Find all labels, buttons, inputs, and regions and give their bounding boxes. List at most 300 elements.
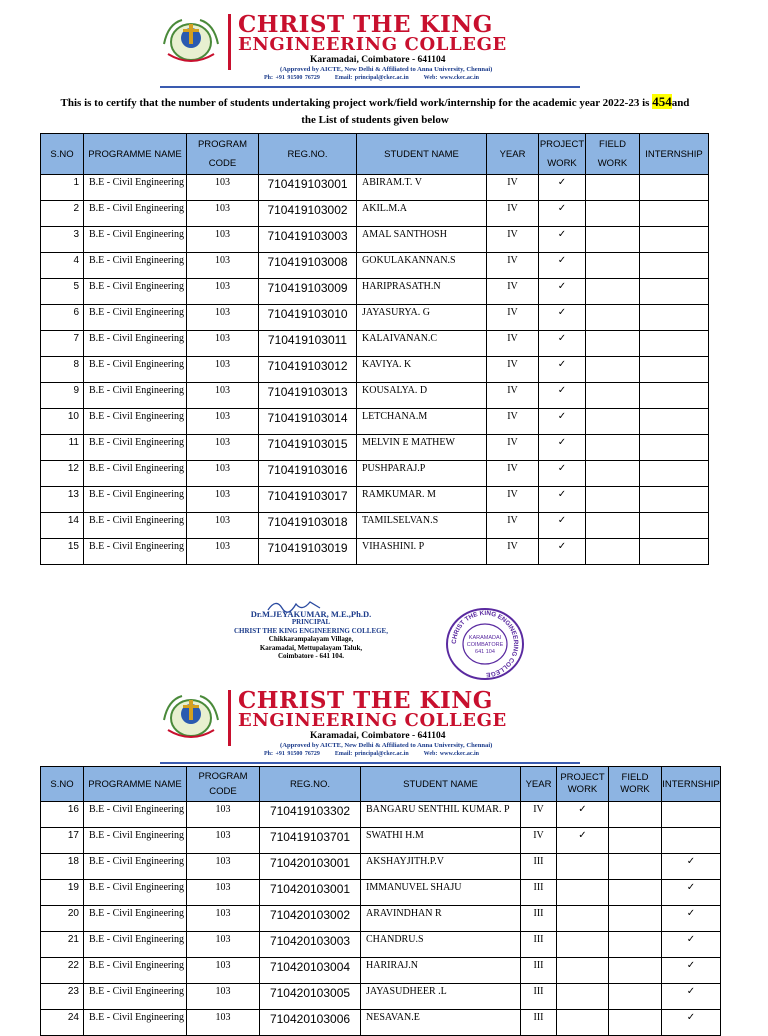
col-field-work: [609, 767, 662, 802]
cell-field-work: [586, 305, 640, 331]
cell-regno: 710419103701: [260, 828, 361, 854]
college-phone: Ph: +91 91500 76729: [264, 75, 320, 81]
cell-project-work: ✓: [539, 539, 586, 565]
cell-program-code: 103: [187, 279, 259, 305]
cell-field-work: [586, 461, 640, 487]
cell-internship: [640, 409, 709, 435]
cell-program-code: 103: [187, 305, 259, 331]
cell-year: III: [521, 958, 557, 984]
cell-programme: B.E - Civil Engineering: [84, 828, 187, 854]
cell-sno: 3: [41, 227, 84, 253]
table-row: [41, 880, 721, 906]
principal-signature-block: [226, 610, 396, 660]
cell-sno: 11: [41, 435, 84, 461]
cell-programme: B.E - Civil Engineering: [84, 880, 187, 906]
cell-regno: 710419103014: [259, 409, 357, 435]
cell-regno: 710419103003: [259, 227, 357, 253]
header-divider: [228, 690, 231, 746]
cell-program-code: 103: [187, 906, 260, 932]
cell-student-name: VIHASHINI. P: [357, 539, 487, 565]
cell-sno: 6: [41, 305, 84, 331]
certificate-line2: the List of students given below: [301, 114, 449, 126]
cell-internship: [640, 461, 709, 487]
college-location: Karamadai, Coimbatore - 641104: [310, 55, 446, 65]
cell-internship: [662, 828, 721, 854]
cell-year: IV: [521, 802, 557, 828]
cell-regno: 710419103018: [259, 513, 357, 539]
seal-line2: COIMBATORE: [466, 642, 504, 648]
table-row: [41, 357, 709, 383]
cell-program-code: 103: [187, 435, 259, 461]
college-name-line2: ENGINEERING COLLEGE: [238, 34, 507, 55]
college-name-line1: CHRIST THE KING: [238, 11, 493, 38]
college-header: [160, 11, 580, 81]
cell-program-code: 103: [187, 383, 259, 409]
col-program-code-l2: CODE: [208, 158, 237, 169]
cell-internship: ✓: [662, 880, 721, 906]
cell-project-work: [557, 906, 609, 932]
cell-program-code: 103: [187, 357, 259, 383]
certificate-text-after: and: [671, 97, 690, 109]
cell-project-work: [557, 854, 609, 880]
cell-program-code: 103: [187, 539, 259, 565]
cell-field-work: [609, 854, 662, 880]
cell-sno: 22: [41, 958, 84, 984]
cell-field-work: [586, 331, 640, 357]
cell-project-work: ✓: [539, 435, 586, 461]
cell-project-work: ✓: [539, 253, 586, 279]
col-field-l1: FIELD: [621, 772, 649, 783]
cell-year: III: [521, 880, 557, 906]
cell-sno: 15: [41, 539, 84, 565]
cell-program-code: 103: [187, 932, 260, 958]
cell-sno: 10: [41, 409, 84, 435]
table-row: [41, 487, 709, 513]
cell-program-code: 103: [187, 958, 260, 984]
table-row: [41, 435, 709, 461]
cell-field-work: [586, 357, 640, 383]
principal-org: CHRIST THE KING ENGINEERING COLLEGE,: [234, 626, 388, 635]
cell-programme: B.E - Civil Engineering: [84, 539, 187, 565]
cell-year: IV: [487, 331, 539, 357]
cell-program-code: 103: [187, 201, 259, 227]
table-row: [41, 383, 709, 409]
col-regno: REG.NO.: [259, 134, 357, 175]
table-header-row: [41, 767, 721, 802]
cell-programme: B.E - Civil Engineering: [84, 932, 187, 958]
col-project-l2: WORK: [567, 784, 598, 795]
cell-internship: ✓: [662, 984, 721, 1010]
cell-field-work: [609, 958, 662, 984]
cell-program-code: 103: [187, 984, 260, 1010]
col-internship: INTERNSHIP: [640, 134, 709, 175]
cell-sno: 24: [41, 1010, 84, 1036]
cell-field-work: [586, 201, 640, 227]
college-email: Email: principal@ckec.ac.in: [334, 75, 409, 81]
cell-sno: 13: [41, 487, 84, 513]
col-year: YEAR: [521, 767, 557, 802]
cell-project-work: ✓: [539, 201, 586, 227]
cell-student-name: HARIRAJ.N: [361, 958, 521, 984]
principal-name: Dr.M.JEYAKUMAR, M.E.,Ph.D.: [250, 609, 372, 619]
cell-student-name: PUSHPARAJ.P: [357, 461, 487, 487]
table-row: [41, 305, 709, 331]
cell-year: IV: [487, 305, 539, 331]
cell-field-work: [586, 435, 640, 461]
cell-student-name: TAMILSELVAN.S: [357, 513, 487, 539]
cell-project-work: ✓: [539, 227, 586, 253]
cell-student-name: NESAVAN.E: [361, 1010, 521, 1036]
cell-project-work: ✓: [539, 409, 586, 435]
cell-program-code: 103: [187, 880, 260, 906]
col-program-code-l1: PROGRAM: [197, 139, 248, 150]
signature-scribble-icon: [266, 596, 326, 616]
cell-student-name: ABIRAM.T. V: [357, 175, 487, 201]
header-divider: [228, 14, 231, 70]
cell-regno: 710420103001: [260, 880, 361, 906]
cell-project-work: [557, 880, 609, 906]
cell-project-work: ✓: [539, 513, 586, 539]
table-row: [41, 802, 721, 828]
cell-year: IV: [487, 435, 539, 461]
college-logo-icon: [162, 690, 220, 742]
col-student-name: STUDENT NAME: [361, 767, 521, 802]
cell-sno: 12: [41, 461, 84, 487]
college-approval: (Approved by AICTE, New Delhi & Affiliated to Anna University, Chennai): [280, 66, 493, 73]
cell-programme: B.E - Civil Engineering: [84, 227, 187, 253]
cell-year: IV: [487, 175, 539, 201]
cell-year: IV: [487, 253, 539, 279]
cell-student-name: LETCHANA.M: [357, 409, 487, 435]
college-logo-icon: [162, 14, 220, 66]
cell-internship: [640, 279, 709, 305]
cell-programme: B.E - Civil Engineering: [84, 487, 187, 513]
cell-internship: ✓: [662, 958, 721, 984]
cell-internship: ✓: [662, 906, 721, 932]
col-field-l2: WORK: [620, 784, 650, 795]
table-row: [41, 331, 709, 357]
cell-regno: 710420103003: [260, 932, 361, 958]
college-header-2: [160, 687, 580, 757]
table-row: [41, 253, 709, 279]
cell-project-work: [557, 932, 609, 958]
cell-field-work: [586, 409, 640, 435]
cell-program-code: 103: [187, 513, 259, 539]
cell-project-work: [557, 984, 609, 1010]
table-row: [41, 984, 721, 1010]
cell-sno: 4: [41, 253, 84, 279]
cell-field-work: [586, 383, 640, 409]
cell-sno: 23: [41, 984, 84, 1010]
cell-year: III: [521, 932, 557, 958]
cell-project-work: ✓: [557, 802, 609, 828]
cell-field-work: [609, 984, 662, 1010]
students-table-2: [40, 766, 721, 1036]
cell-year: IV: [487, 357, 539, 383]
college-contact: [264, 75, 479, 81]
table-row: [41, 175, 709, 201]
cell-internship: ✓: [662, 932, 721, 958]
cell-regno: 710419103015: [259, 435, 357, 461]
cell-field-work: [609, 802, 662, 828]
cell-internship: [662, 802, 721, 828]
col-project-l1: PROJECT: [539, 139, 585, 150]
cell-programme: B.E - Civil Engineering: [84, 175, 187, 201]
col-year: YEAR: [487, 134, 539, 175]
cell-program-code: 103: [187, 253, 259, 279]
cell-programme: B.E - Civil Engineering: [84, 854, 187, 880]
cell-regno: 710419103302: [260, 802, 361, 828]
cell-sno: 9: [41, 383, 84, 409]
table-row: [41, 854, 721, 880]
cell-project-work: ✓: [539, 357, 586, 383]
col-sno: S.NO: [41, 767, 84, 802]
table-row: [41, 932, 721, 958]
cell-internship: [640, 227, 709, 253]
cell-regno: 710419103019: [259, 539, 357, 565]
cell-student-name: AKSHAYJITH.P.V: [361, 854, 521, 880]
cell-programme: B.E - Civil Engineering: [84, 435, 187, 461]
cell-year: III: [521, 984, 557, 1010]
cell-project-work: [557, 958, 609, 984]
cell-project-work: [557, 1010, 609, 1036]
cell-field-work: [586, 175, 640, 201]
cell-regno: 710419103008: [259, 253, 357, 279]
cell-year: IV: [487, 227, 539, 253]
cell-student-name: KAVIYA. K: [357, 357, 487, 383]
principal-title: PRINCIPAL: [291, 618, 331, 627]
cell-field-work: [586, 227, 640, 253]
cell-programme: B.E - Civil Engineering: [84, 1010, 187, 1036]
certificate-text-before: This is to certify that the number of students undertaking project work/field work/internship for the academic year 2022-23 is: [60, 97, 653, 109]
cell-sno: 5: [41, 279, 84, 305]
cell-sno: 2: [41, 201, 84, 227]
cell-student-name: CHANDRU.S: [361, 932, 521, 958]
col-project-l1: PROJECT: [560, 772, 605, 783]
certificate-text: [40, 94, 710, 110]
col-project-work: [539, 134, 586, 175]
cell-student-name: JAYASURYA. G: [357, 305, 487, 331]
cell-field-work: [609, 932, 662, 958]
cell-field-work: [586, 487, 640, 513]
cell-programme: B.E - Civil Engineering: [84, 461, 187, 487]
college-web: Web: www.ckec.ac.in: [423, 75, 479, 81]
cell-programme: B.E - Civil Engineering: [84, 984, 187, 1010]
cell-field-work: [586, 513, 640, 539]
cell-regno: 710419103011: [259, 331, 357, 357]
cell-sno: 14: [41, 513, 84, 539]
cell-year: IV: [521, 828, 557, 854]
cell-internship: [640, 253, 709, 279]
cell-program-code: 103: [187, 175, 259, 201]
cell-year: IV: [487, 487, 539, 513]
cell-regno: 710420103002: [260, 906, 361, 932]
cell-student-name: GOKULAKANNAN.S: [357, 253, 487, 279]
cell-program-code: 103: [187, 331, 259, 357]
cell-project-work: ✓: [539, 279, 586, 305]
col-project-l2: WORK: [547, 158, 577, 169]
table-row: [41, 513, 709, 539]
cell-sno: 20: [41, 906, 84, 932]
cell-programme: B.E - Civil Engineering: [84, 279, 187, 305]
cell-regno: 710420103004: [260, 958, 361, 984]
college-location: Karamadai, Coimbatore - 641104: [310, 731, 446, 741]
table-row: [41, 828, 721, 854]
cell-internship: [640, 435, 709, 461]
college-seal-stamp: [444, 606, 526, 682]
cell-project-work: ✓: [539, 175, 586, 201]
seal-line3: 641 104: [475, 649, 495, 655]
col-field-l1: FIELD: [599, 139, 626, 150]
col-program-code-l1: PROGRAM: [198, 771, 248, 782]
cell-internship: ✓: [662, 854, 721, 880]
cell-programme: B.E - Civil Engineering: [84, 357, 187, 383]
cell-sno: 7: [41, 331, 84, 357]
cell-programme: B.E - Civil Engineering: [84, 383, 187, 409]
cell-project-work: ✓: [539, 461, 586, 487]
cell-internship: [640, 357, 709, 383]
table-row: [41, 201, 709, 227]
principal-addr2: Karamadai, Mettupalayam Taluk,: [259, 643, 363, 652]
seal-line1: KARAMADAI: [468, 635, 502, 641]
col-internship: INTERNSHIP: [662, 767, 721, 802]
cell-sno: 1: [41, 175, 84, 201]
cell-student-name: IMMANUVEL SHAJU: [361, 880, 521, 906]
cell-program-code: 103: [187, 828, 260, 854]
cell-year: IV: [487, 461, 539, 487]
cell-year: III: [521, 854, 557, 880]
cell-year: IV: [487, 201, 539, 227]
cell-student-name: HARIPRASATH.N: [357, 279, 487, 305]
cell-student-name: SWATHI H.M: [361, 828, 521, 854]
table-row: [41, 461, 709, 487]
cell-student-name: MELVIN E MATHEW: [357, 435, 487, 461]
table-header-row: [41, 134, 709, 175]
cell-sno: 18: [41, 854, 84, 880]
table-row: [41, 1010, 721, 1036]
cell-field-work: [586, 539, 640, 565]
cell-year: III: [521, 906, 557, 932]
cell-student-name: JAYASUDHEER .L: [361, 984, 521, 1010]
seal-ring-text: CHRIST THE KING ENGINEERING COLLEGE: [450, 609, 520, 679]
header-rule: [160, 762, 580, 764]
table-row: [41, 409, 709, 435]
cell-student-name: AKIL.M.A: [357, 201, 487, 227]
cell-project-work: ✓: [557, 828, 609, 854]
col-sno: S.NO: [41, 134, 84, 175]
college-name-line2: ENGINEERING COLLEGE: [238, 710, 507, 731]
cell-regno: 710419103016: [259, 461, 357, 487]
cell-programme: B.E - Civil Engineering: [84, 958, 187, 984]
cell-program-code: 103: [187, 461, 259, 487]
cell-year: IV: [487, 539, 539, 565]
cell-regno: 710420103001: [260, 854, 361, 880]
header-rule: [160, 86, 580, 88]
cell-field-work: [609, 828, 662, 854]
cell-student-name: KOUSALYA. D: [357, 383, 487, 409]
cell-field-work: [586, 253, 640, 279]
col-program-code: [187, 134, 259, 175]
cell-program-code: 103: [187, 409, 259, 435]
cell-regno: 710419103017: [259, 487, 357, 513]
cell-internship: [640, 383, 709, 409]
col-programme: PROGRAMME NAME: [84, 767, 187, 802]
cell-field-work: [609, 1010, 662, 1036]
cell-student-name: BANGARU SENTHIL KUMAR. P: [361, 802, 521, 828]
col-project-work: [557, 767, 609, 802]
table-row: [41, 279, 709, 305]
cell-program-code: 103: [187, 487, 259, 513]
cell-regno: 710419103009: [259, 279, 357, 305]
cell-program-code: 103: [187, 802, 260, 828]
cell-project-work: ✓: [539, 305, 586, 331]
cell-field-work: [586, 279, 640, 305]
cell-student-name: AMAL SANTHOSH: [357, 227, 487, 253]
cell-program-code: 103: [187, 227, 259, 253]
cell-sno: 21: [41, 932, 84, 958]
cell-regno: 710419103002: [259, 201, 357, 227]
col-student-name: STUDENT NAME: [357, 134, 487, 175]
cell-year: IV: [487, 279, 539, 305]
cell-student-name: KALAIVANAN.C: [357, 331, 487, 357]
cell-regno: 710420103005: [260, 984, 361, 1010]
cell-internship: ✓: [662, 1010, 721, 1036]
col-regno: REG.NO.: [260, 767, 361, 802]
cell-program-code: 103: [187, 854, 260, 880]
cell-programme: B.E - Civil Engineering: [84, 201, 187, 227]
college-phone: Ph: +91 91500 76729: [264, 751, 320, 757]
college-email: Email: principal@ckec.ac.in: [334, 751, 409, 757]
cell-programme: B.E - Civil Engineering: [84, 253, 187, 279]
cell-programme: B.E - Civil Engineering: [84, 906, 187, 932]
cell-year: III: [521, 1010, 557, 1036]
cell-programme: B.E - Civil Engineering: [84, 305, 187, 331]
college-approval: (Approved by AICTE, New Delhi & Affiliated to Anna University, Chennai): [280, 742, 493, 749]
cell-regno: 710420103006: [260, 1010, 361, 1036]
college-contact: [264, 751, 479, 757]
col-program-code: [187, 767, 260, 802]
cell-regno: 710419103012: [259, 357, 357, 383]
table-row: [41, 227, 709, 253]
cell-programme: B.E - Civil Engineering: [84, 802, 187, 828]
table-row: [41, 906, 721, 932]
cell-programme: B.E - Civil Engineering: [84, 331, 187, 357]
cell-project-work: ✓: [539, 383, 586, 409]
cell-internship: [640, 305, 709, 331]
cell-year: IV: [487, 383, 539, 409]
principal-addr1: Chikkarampalayam Village,: [268, 635, 354, 644]
student-count: 454: [652, 94, 672, 109]
table-row: [41, 539, 709, 565]
principal-addr3: Coimbatore - 641 104.: [278, 652, 344, 661]
cell-student-name: ARAVINDHAN R: [361, 906, 521, 932]
col-field-work: [586, 134, 640, 175]
col-programme: PROGRAMME NAME: [84, 134, 187, 175]
table-row: [41, 958, 721, 984]
col-field-l2: WORK: [597, 158, 628, 169]
cell-program-code: 103: [187, 1010, 260, 1036]
cell-internship: [640, 539, 709, 565]
cell-regno: 710419103010: [259, 305, 357, 331]
cell-sno: 8: [41, 357, 84, 383]
cell-sno: 16: [41, 802, 84, 828]
cell-programme: B.E - Civil Engineering: [84, 513, 187, 539]
cell-sno: 17: [41, 828, 84, 854]
cell-internship: [640, 201, 709, 227]
cell-internship: [640, 513, 709, 539]
students-table-1: [40, 133, 709, 565]
cell-regno: 710419103013: [259, 383, 357, 409]
